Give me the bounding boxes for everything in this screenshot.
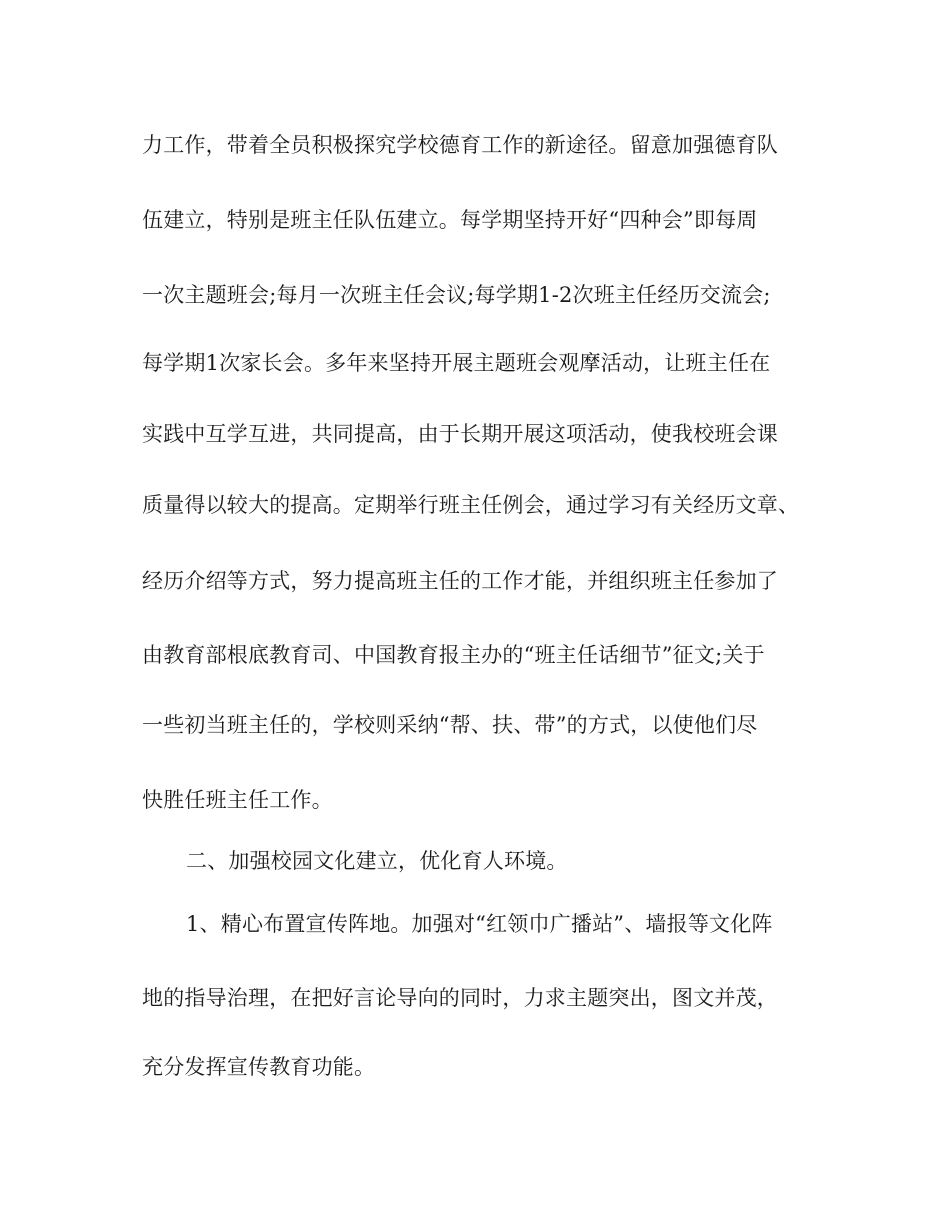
paragraph-line: 地的指导治理，在把好言论导向的同时，力求主题突出，图文并茂， [142,986,778,1010]
paragraph-line: 伍建立，特别是班主任队伍建立。每学期坚持开好“四种会”即每周 [142,208,758,232]
paragraph-line: 由教育部根底教育司、中国教育报主办的“班主任话细节”征文;关于 [142,643,765,667]
paragraph-line: 实践中互学互进，共同提高，由于长期开展这项活动，使我校班会课 [142,422,778,446]
paragraph-line: 每学期1次家长会。多年来坚持开展主题班会观摩活动，让班主任在 [142,351,771,375]
paragraph-line: 1、精心布置宣传阵地。加强对“红领巾广播站”、墙报等文化阵 [186,912,773,936]
section-heading: 二、加强校园文化建立，优化育人环境。 [186,849,568,873]
paragraph-line: 一些初当班主任的，学校则采纳“帮、扶、带”的方式，以使他们尽 [142,713,758,737]
paragraph-line: 质量得以较大的提高。定期举行班主任例会，通过学习有关经历文章、 [142,493,800,517]
paragraph-line: 经历介绍等方式，努力提高班主任的工作才能，并组织班主任参加了 [142,569,778,593]
paragraph-line: 一次主题班会;每月一次班主任会议;每学期1-2次班主任经历交流会; [142,283,771,307]
paragraph-line: 力工作，带着全员积极探究学校德育工作的新途径。留意加强德育队 [142,133,778,157]
paragraph-line: 快胜任班主任工作。 [142,788,333,812]
paragraph-line: 充分发挥宣传教育功能。 [142,1055,376,1079]
